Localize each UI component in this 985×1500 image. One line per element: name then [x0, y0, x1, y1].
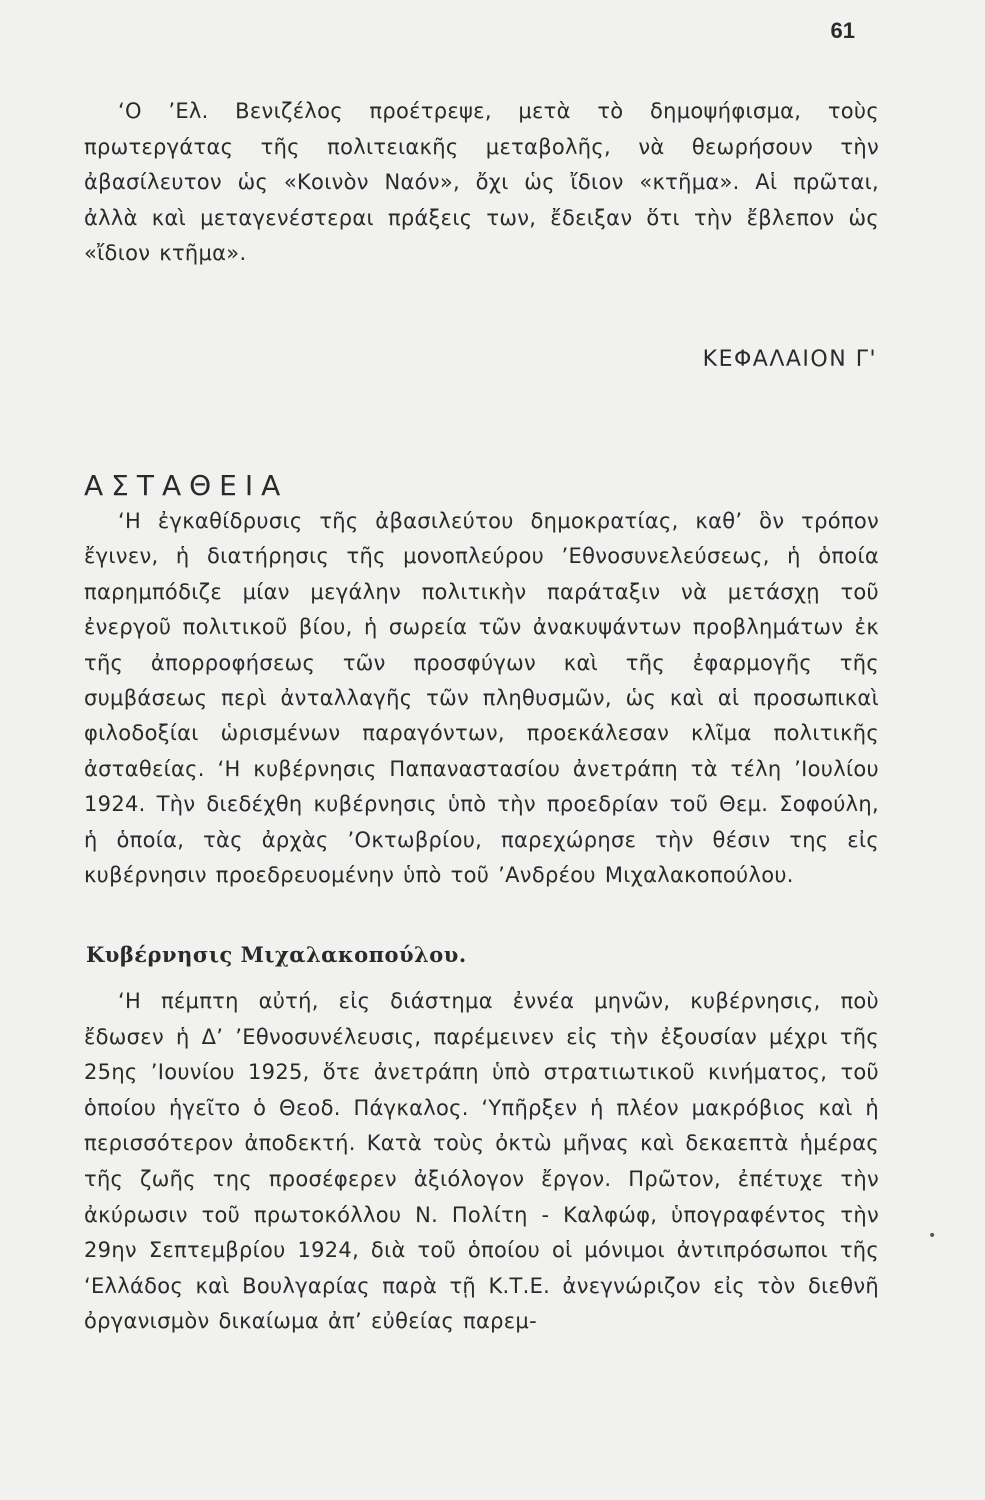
chapter-label: ΚΕΦΑΛΑΙΟΝ Γ' — [702, 347, 877, 372]
paragraph-instability: ‘Η ἐγκαθίδρυσις τῆς ἀβασιλεύτου δημοκρατίας, καθ’ ὃν τρόπον ἔγινεν, ἡ διατήρησις τῆς μονοπλεύρου ’Εθνοσυνελεύσεως, ἡ ὁποία παρημπόδιζε μίαν μεγάλην πολιτικὴν παράταξιν νὰ μετάσχῃ τοῦ ἐνεργοῦ πολιτικοῦ βίου, ἡ σωρεία τῶν ἀνακυψάντων προβλημάτων ἐκ τῆς ἀπορροφήσεως τῶν προσφύγων καὶ τῆς ἐφαρμογῆς τῆς συμβάσεως περὶ ἀνταλλαγῆς τῶν πληθυσμῶν, ὡς καὶ αἱ προσωπικαὶ φιλοδοξίαι ὡρισμένων παραγόντων, προεκάλεσαν κλῖμα πολιτικῆς ἀσταθείας. ‘Η κυβέρνησις Παπαναστασίου ἀνετράπη τὰ τέλη ’Ιουλίου 1924. Τὴν διεδέχθη κυβέρνησις ὑπὸ τὴν προεδρίαν τοῦ Θεμ. Σοφούλη, ἡ ὁποία, τὰς ἀρχὰς ’Οκτωβρίου, παρεχώρησε τὴν θέσιν της εἰς κυβέρνησιν προεδρευομένην ὑπὸ τοῦ ’Ανδρέου Μιχαλακοπούλου. — [84, 509, 879, 888]
paragraph-michalakopoulos: ‘Η πέμπτη αὐτή, εἰς διάστημα ἐννέα μηνῶν, κυβέρνησις, ποὺ ἔδωσεν ἡ Δ’ ’Εθνοσυνέλευσις, παρέμεινεν εἰς τὴν ἐξουσίαν μέχρι τῆς 25ης ’Ιουνίου 1925, ὅτε ἀνετράπη ὑπὸ στρατιωτικοῦ κινήματος, τοῦ ὁποίου ἡγεῖτο ὁ Θεοδ. Πάγκαλος. ‘Υπῆρξεν ἡ πλέον μακρόβιος καὶ ἡ περισσότερον ἀποδεκτή. Κατὰ τοὺς ὀκτὼ μῆνας καὶ δεκαεπτὰ ἡμέρας τῆς ζωῆς της προσέφερεν ἀξιόλογον ἔργον. Πρῶτον, ἐπέτυχε τὴν ἀκύρωσιν τοῦ πρωτοκόλλου Ν. Πολίτη - Καλφώφ, ὑπογραφέντος τὴν 29ην Σεπτεμβρίου 1924, διὰ τοῦ ὁποίου οἱ μόνιμοι ἀντιπρόσωποι τῆς ‘Ελλάδος καὶ Βουλγαρίας παρὰ τῇ Κ.Τ.Ε. ἀνεγνώριζον εἰς τὸν διεθνῆ ὀργανισμὸν δικαίωμα ἀπ’ εὐθείας παρεμ- — [84, 989, 879, 1334]
margin-dot-mark: • — [928, 1228, 937, 1244]
paragraph-venizelos: ‘Ο ’Ελ. Βενιζέλος προέτρεψε, μετὰ τὸ δημοψήφισμα, τοὺς πρωτεργάτας τῆς πολιτειακῆς μεταβολῆς, νὰ θεωρήσουν τὴν ἀβασίλευτον ὡς «Κοινὸν Ναόν», ὄχι ὡς ἴδιον «κτῆμα». Αἱ πρῶται, ἀλλὰ καὶ μεταγενέστεραι πράξεις των, ἔδειξαν ὅτι τὴν ἔβλεπον ὡς «ἴδιον κτῆμα». — [84, 99, 879, 265]
subheading-michalakopoulos-government: Κυβέρνησις Μιχαλακοπούλου. — [86, 942, 467, 967]
section-heading: ΑΣΤΑΘΕΙΑ — [84, 469, 289, 503]
page-number: 61 — [830, 18, 855, 43]
